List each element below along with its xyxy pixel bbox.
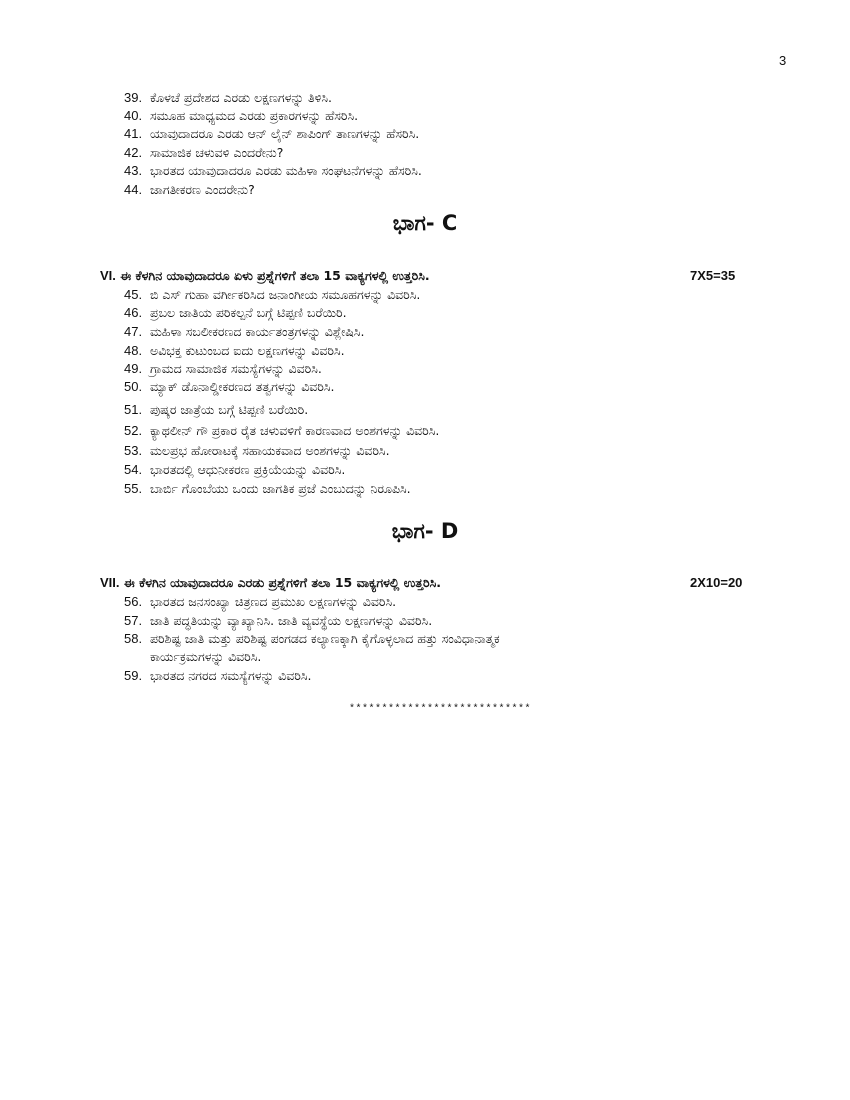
part-c-marks: 7X5=35 (690, 268, 736, 283)
page-number: 3 (779, 53, 787, 68)
question-55: 55. ಬಾರ್ಬಿ ಗೊಂಬೆಯು ಒಂದು ಜಾಗತಿಕ ಪ್ರಜೆ ಎಂಬುದನ್ನು ನಿರೂಪಿಸಿ. (124, 481, 411, 496)
question-59: 59. ಭಾರತದ ನಗರದ ಸಮಸ್ಯೆಗಳನ್ನು ವಿವರಿಸಿ. (124, 668, 312, 683)
question-44: 44. ಜಾಗತೀಕರಣ ಎಂದರೇನು? (124, 182, 255, 197)
question-45: 45. ಬಿ ಎಸ್ ಗುಹಾ ವರ್ಗೀಕರಿಸಿದ ಜನಾಂಗೀಯ ಸಮೂಹಗಳನ್ನು ವಿವರಿಸಿ. (124, 287, 421, 302)
question-53: 53. ಮಲಪ್ರಭ ಹೋರಾಟಕ್ಕೆ ಸಹಾಯಕವಾದ ಅಂಶಗಳನ್ನು ವಿವರಿಸಿ. (124, 443, 390, 458)
end-marker: **************************** (349, 704, 532, 715)
question-56: 56. ಭಾರತದ ಜನಸಂಖ್ಯಾ ಚಿತ್ರಣದ ಪ್ರಮುಖ ಲಕ್ಷಣಗಳನ್ನು ವಿವರಿಸಿ. (124, 594, 397, 609)
question-52: 52. ಕ್ಯಾಥಲೀನ್ ಗೌ ಪ್ರಕಾರ ರೈತ ಚಳುವಳಿಗೆ ಕಾರಣವಾದ ಅಂಶಗಳನ್ನು ವಿವರಿಸಿ. (124, 423, 440, 438)
part-c-instruction: VI. ಈ ಕೆಳಗಿನ ಯಾವುದಾದರೂ ಏಳು ಪ್ರಶ್ನೆಗಳಿಗೆ ತಲಾ 15 ವಾಕ್ಯಗಳಲ್ಲಿ ಉತ್ತರಿಸಿ. (100, 268, 430, 283)
part-d-instruction: VII. ಈ ಕೆಳಗಿನ ಯಾವುದಾದರೂ ಎರಡು ಪ್ರಶ್ನೆಗಳಿಗೆ ತಲಾ 15 ವಾಕ್ಯಗಳಲ್ಲಿ ಉತ್ತರಿಸಿ. (100, 575, 441, 590)
question-41: 41. ಯಾವುದಾದರೂ ಎರಡು ಆನ್ ಲೈನ್ ಶಾಪಿಂಗ್ ತಾಣಗಳನ್ನು ಹೆಸರಿಸಿ. (124, 126, 420, 141)
question-48: 48. ಅವಿಭಕ್ತ ಕುಟುಂಬದ ಐದು ಲಕ್ಷಣಗಳನ್ನು ವಿವರಿಸಿ. (124, 343, 345, 358)
question-54: 54. ಭಾರತದಲ್ಲಿ ಆಧುನೀಕರಣ ಪ್ರಕ್ರಿಯೆಯನ್ನು ವಿವರಿಸಿ. (124, 462, 346, 477)
question-50: 50. ಮ್ಯಾಕ್ ಡೊನಾಲ್ಡೀಕರಣದ ತತ್ವಗಳನ್ನು ವಿವರಿಸಿ. (124, 379, 335, 394)
question-51: 51. ಪುಷ್ಕರ ಜಾತ್ರೆಯ ಬಗ್ಗೆ ಟಿಪ್ಪಣಿ ಬರೆಯಿರಿ. (124, 402, 309, 417)
question-47: 47. ಮಹಿಳಾ ಸಬಲೀಕರಣದ ಕಾರ್ಯತಂತ್ರಗಳನ್ನು ವಿಶ್ಲೇಷಿಸಿ. (124, 324, 365, 339)
question-58: 58. ಪರಿಶಿಷ್ಟ ಜಾತಿ ಮತ್ತು ಪರಿಶಿಷ್ಟ ಪಂಗಡದ ಕಲ್ಯಾಣಕ್ಕಾಗಿ ಕೈಗೊಳ್ಳಲಾದ ಹತ್ತು ಸಂವಿಧಾನಾತ್ಮಕ ಕಾರ್ಯಕ್ರಮಗಳನ್ನು ವಿವರಿಸಿ. (124, 631, 500, 664)
question-43: 43. ಭಾರತದ ಯಾವುದಾದರೂ ಎರಡು ಮಹಿಳಾ ಸಂಘಟನೆಗಳನ್ನು ಹೆಸರಿಸಿ. (124, 163, 422, 178)
question-57: 57. ಜಾತಿ ಪದ್ಧತಿಯನ್ನು ವ್ಯಾಖ್ಯಾನಿಸಿ. ಜಾತಿ ವ್ಯವಸ್ಥೆಯ ಲಕ್ಷಣಗಳನ್ನು ವಿವರಿಸಿ. (124, 613, 433, 628)
part-c-heading: ಭಾಗ- C (392, 211, 458, 235)
question-46: 46. ಪ್ರಬಲ ಜಾತಿಯ ಪರಿಕಲ್ಪನೆ ಬಗ್ಗೆ ಟಿಪ್ಪಣಿ ಬರೆಯಿರಿ. (124, 305, 347, 320)
question-40: 40. ಸಮೂಹ ಮಾಧ್ಯಮದ ಎರಡು ಪ್ರಕಾರಗಳನ್ನು ಹೆಸರಿಸಿ. (124, 108, 359, 123)
question-49: 49. ಗ್ರಾಮದ ಸಾಮಾಜಿಕ ಸಮಸ್ಯೆಗಳನ್ನು ವಿವರಿಸಿ. (124, 361, 322, 376)
question-39: 39. ಕೊಳಚೆ ಪ್ರದೇಶದ ಎರಡು ಲಕ್ಷಣಗಳನ್ನು ತಿಳಿಸಿ. (124, 90, 333, 105)
part-d-heading: ಭಾಗ- D (391, 519, 459, 543)
question-42: 42. ಸಾಮಾಜಿಕ ಚಳುವಳಿ ಎಂದರೇನು? (124, 145, 284, 160)
part-d-marks: 2X10=20 (690, 575, 743, 590)
